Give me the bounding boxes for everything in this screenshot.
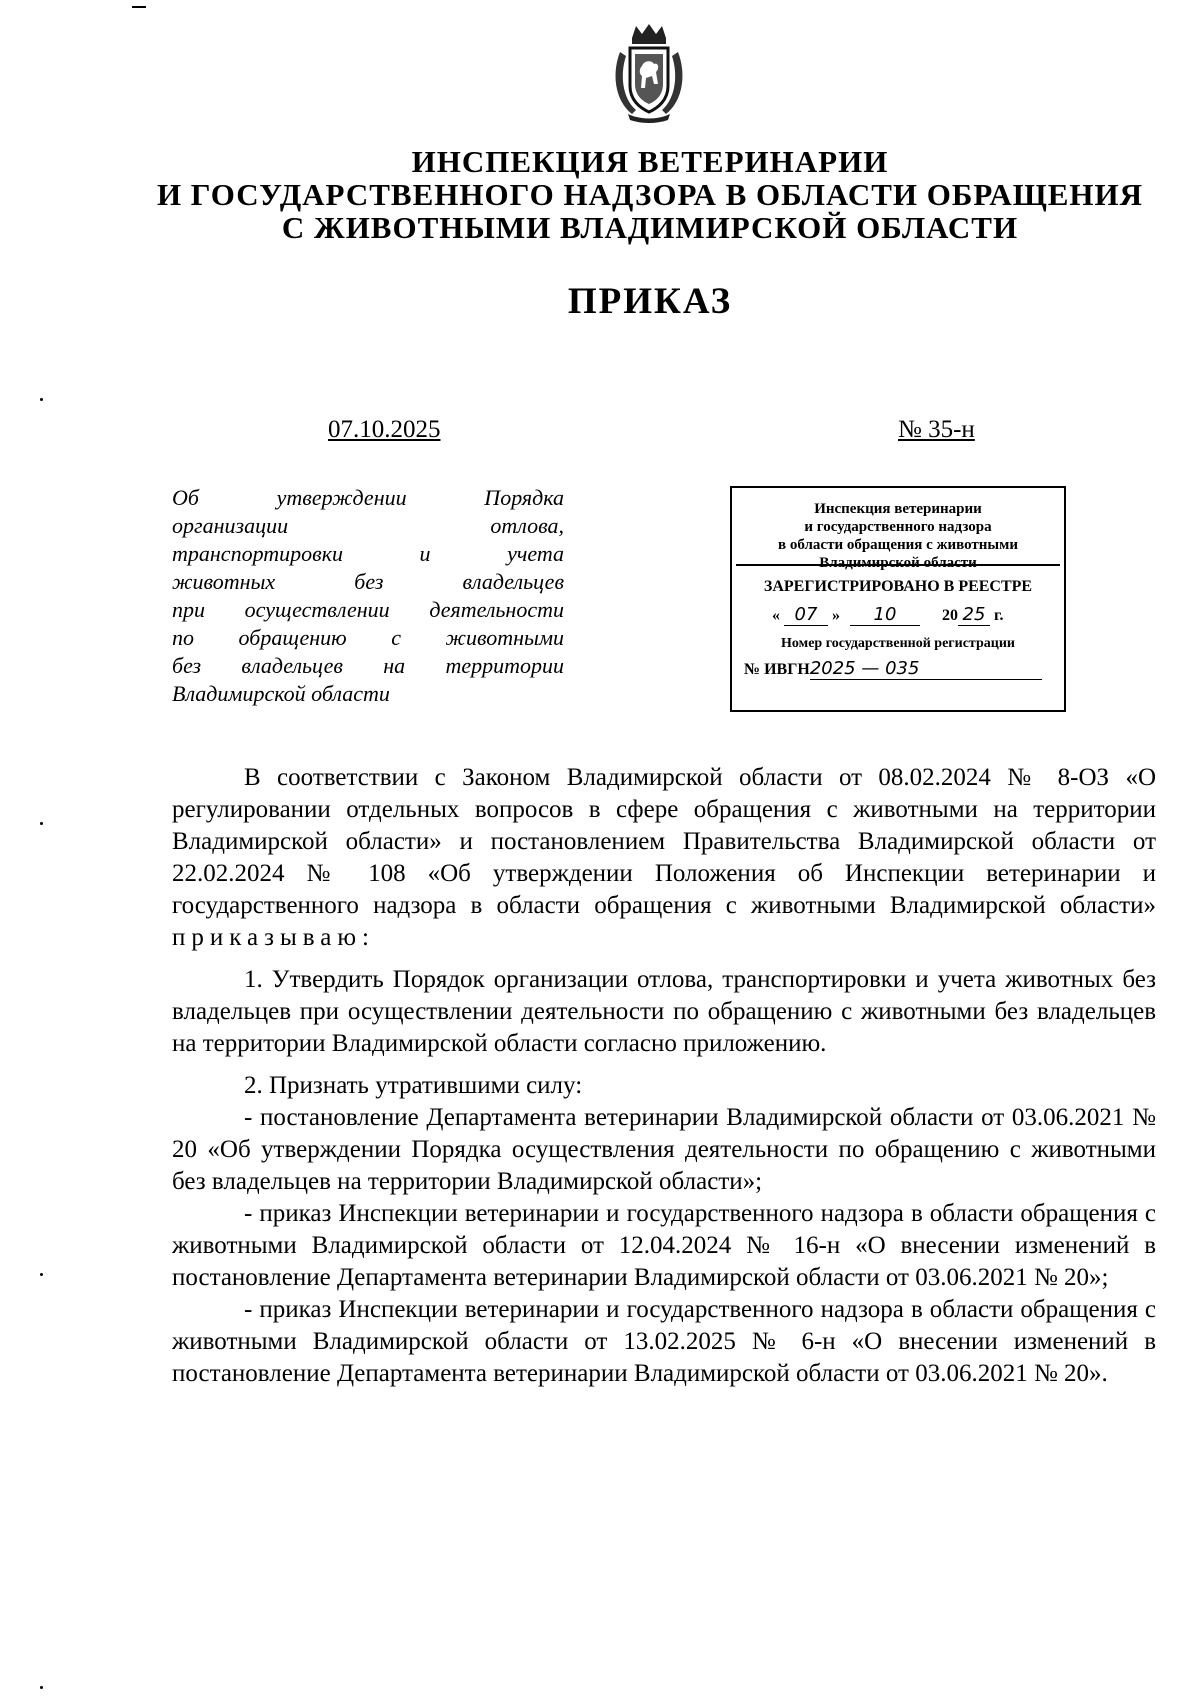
stamp-year-handwritten: 25 [958, 604, 990, 626]
document-subject [172, 484, 564, 708]
stamp-year-unit: г. [994, 607, 1004, 624]
stamp-registration-number [732, 658, 1064, 680]
scan-margin-mark [132, 6, 146, 8]
item-2c-paragraph: - приказ Инспекции ветеринарии и государственного надзора в области обращения с животными Владимирской области от 13.02.2025 № 6-н «О внесении изменений в постановление Департамента ветеринарии Владимирской области от 03.06.2021 № 20». [172, 1296, 1156, 1387]
preamble-paragraph [172, 762, 1156, 954]
document-type-title: ПРИКАЗ [567, 281, 733, 322]
stamp-registration-date [732, 604, 1064, 626]
subject-line: организации отлова, [172, 513, 564, 538]
scan-margin-dot [40, 822, 43, 825]
stamp-number-handwritten: 2025 — 035 [810, 658, 1042, 680]
item-1-paragraph: 1. Утвердить Порядок организации отлова, транспортировки и учета животных без владельцев при осуществлении деятельности по обращению с животными без владельцев на территории Владимирской области согласно приложению. [172, 966, 1156, 1057]
scan-margin-dot [40, 1686, 43, 1689]
stamp-registered-label: ЗАРЕГИСТРИРОВАНО В РЕЕСТРЕ [763, 578, 1033, 595]
subject-line: Об утверждении Порядка [172, 485, 564, 510]
scan-margin-dot [40, 1273, 43, 1276]
org-line-2: И ГОСУДАРСТВЕННОГО НАДЗОРА В ОБЛАСТИ ОБРАЩЕНИЯ [156, 177, 1144, 212]
org-line-1: ИНСПЕКЦИЯ ВЕТЕРИНАРИИ [411, 144, 889, 179]
stamp-date-close-quote: » [832, 607, 840, 624]
item-2a-paragraph: - постановление Департамента ветеринарии Владимирской области от 03.06.2021 № 20 «Об утверждении Порядка осуществления деятельности по обращению с животными без владельцев на территории Владимирской области»; [172, 1104, 1156, 1195]
stamp-number-prefix: № ИВГН [744, 661, 810, 678]
stamp-authority-line: Владимирской области [819, 555, 977, 571]
stamp-date-open-quote: « [772, 607, 780, 624]
order-colon: : [362, 924, 369, 951]
scan-margin-dot [40, 398, 43, 401]
stamp-authority [736, 488, 1060, 571]
stamp-year-prefix: 20 [942, 607, 958, 624]
subject-line: транспортировки и учета [172, 541, 564, 566]
coat-of-arms-icon [610, 22, 688, 124]
stamp-number-label: Номер государственной регистрации [781, 636, 1015, 651]
item-2-title: 2. Признать утратившими силу: [244, 1072, 583, 1099]
stamp-month-handwritten: 10 [850, 604, 920, 626]
preamble-text: В соответствии с Законом Владимирской области от 08.02.2024 № 8-ОЗ «О регулировании отдельных вопросов в сфере обращения с животными на территории Владимирской области» и постановлением Правительства Владимирской области от 22.02.2024 № 108 «Об утверждении Положения об Инспекции ветеринарии и государственного надзора в области обращения с животными Владимирской области» [172, 764, 1156, 919]
document-number: № 35-н [898, 416, 975, 443]
stamp-authority-line: Инспекция ветеринарии [814, 501, 982, 517]
subject-line: без владельцев на территории [172, 653, 564, 678]
subject-line: при осуществлении деятельности [172, 597, 564, 622]
stamp-day-handwritten: 07 [784, 604, 828, 626]
stamp-authority-line: в области обращения с животными [778, 537, 1018, 553]
item-2b-paragraph: - приказ Инспекции ветеринарии и государственного надзора в области обращения с животными Владимирской области от 12.04.2024 № 16-н «О внесении изменений в постановление Департамента ветеринарии Владимирской области от 03.06.2021 № 20»; [172, 1200, 1156, 1291]
stamp-authority-line: и государственного надзора [804, 519, 992, 535]
subject-line: Владимирской области [172, 681, 390, 706]
org-line-3: С ЖИВОТНЫМИ ВЛАДИМИРСКОЙ ОБЛАСТИ [281, 210, 1019, 245]
subject-line: животных без владельцев [172, 569, 564, 594]
order-word: приказываю [172, 924, 363, 951]
organization-name [150, 145, 1150, 244]
document-body [172, 762, 1156, 1390]
document-date: 07.10.2025 [328, 416, 441, 443]
registration-stamp [730, 486, 1066, 712]
subject-line: по обращению с животными [172, 625, 564, 650]
